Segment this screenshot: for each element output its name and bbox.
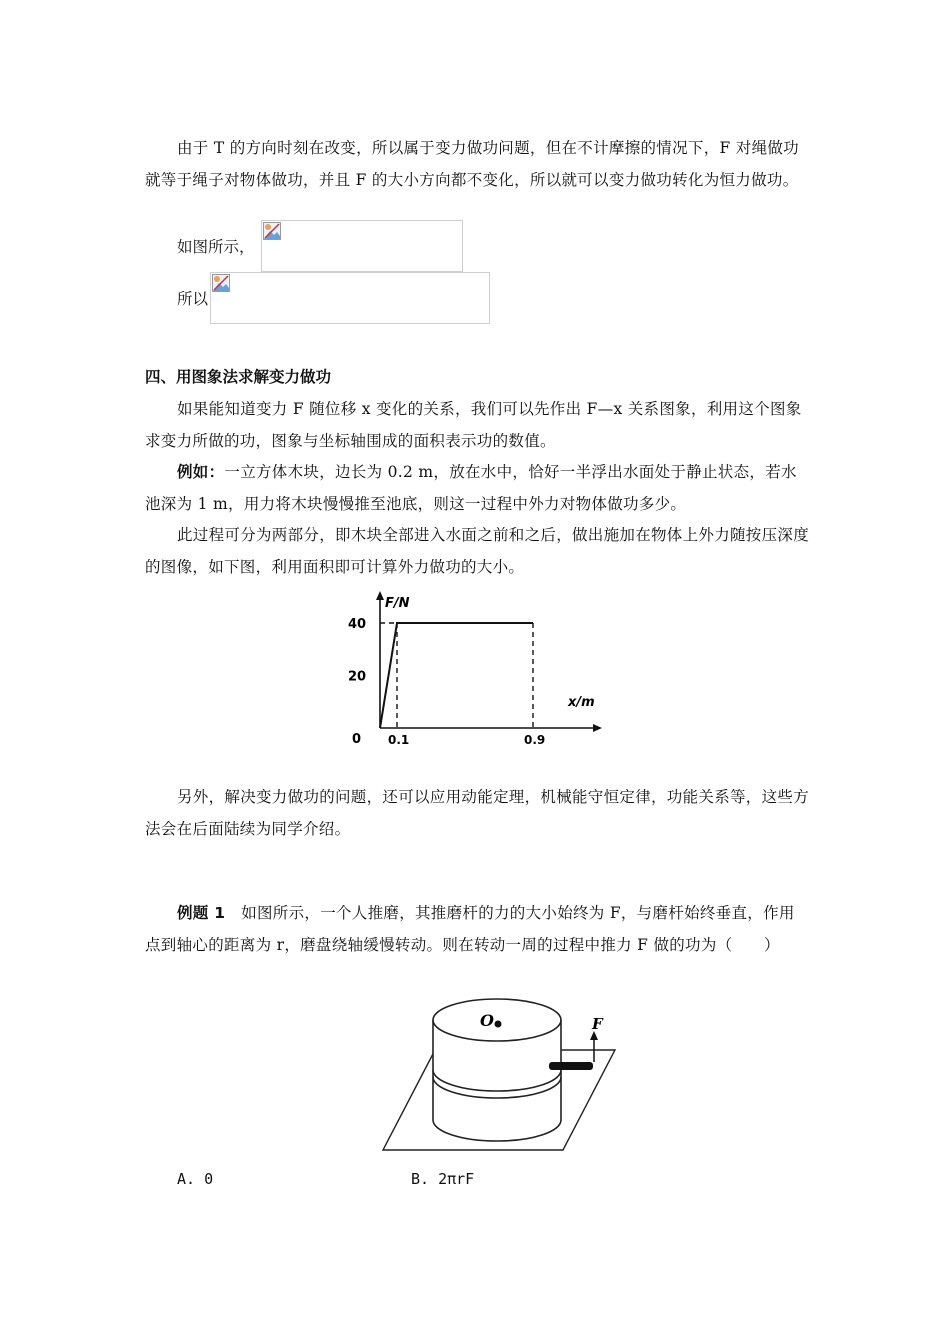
broken-image-icon [212,274,230,292]
paragraph-process: 此过程可分为两部分，即木块全部进入水面之前和之后，做出施加在物体上外力随按压深度的图像，如下图，利用面积即可计算外力做功的大小。 [145,526,810,576]
option-a: A. 0 [177,1170,214,1188]
x-axis-label: x/m [568,695,595,710]
y-axis-label: F/N [385,596,410,611]
axis-point [495,1021,502,1028]
x-tick-label: 0.9 [524,733,546,747]
paragraph-example [145,456,810,520]
millstone-top [433,999,561,1041]
millstone-figure [380,995,620,1155]
broken-image-formula-2 [210,272,490,324]
paragraph-tension-work: 由于 T 的方向时刻在改变，所以属于变力做功问题，但在不计摩擦的情况下，F 对绳做功就等于绳子对物体做功，并且 F 的大小方向都不变化，所以就可以变力做功转化为恒力做功。 [145,139,799,189]
x-axis-arrow [593,724,602,732]
question-label: 例题 1 [177,904,226,922]
y-tick-label: 40 [348,617,367,632]
y-axis-arrow [376,591,384,600]
example-text: 一立方体木块，边长为 0.2 m，放在水中，恰好一半浮出水面处于静止状态，若水池深为 1 m，用力将木块慢慢推至池底，则这一过程中外力对物体做功多少。 [145,463,797,513]
option-b: B. 2πrF [411,1170,475,1188]
origin-label: 0 [352,732,362,747]
therefore-label: 所以 [177,290,209,308]
broken-image-formula-1 [261,220,463,272]
y-tick-label: 20 [348,669,367,685]
force-line [380,623,533,728]
section-heading: 四、用图象法求解变力做功 [145,368,332,386]
example-label: 例如： [177,463,225,481]
broken-image-icon [263,222,281,240]
figure-label: 如图所示， [177,238,255,256]
x-tick-label: 0.1 [388,733,410,747]
force-label: F [592,1015,603,1033]
push-rod [549,1062,593,1070]
force-displacement-chart [340,585,620,755]
paragraph-graph-method: 如果能知道变力 F 随位移 x 变化的关系，我们可以先作出 F—x 关系图象，利用这个图象求变力所做的功，图象与坐标轴围成的面积表示功的数值。 [145,400,802,450]
question-1 [145,897,810,961]
paragraph-other-methods: 另外，解决变力做功的问题，还可以应用动能定理，机械能守恒定律，功能关系等，这些方法会在后面陆续为同学介绍。 [145,788,810,838]
question-text: 如图所示，一个人推磨，其推磨杆的力的大小始终为 F，与磨杆始终垂直，作用点到轴心的距离为 r，磨盘绕轴缓慢转动。则在转动一周的过程中推力 F 做的功为（ ） [145,904,795,954]
axis-label: O [480,1011,494,1030]
